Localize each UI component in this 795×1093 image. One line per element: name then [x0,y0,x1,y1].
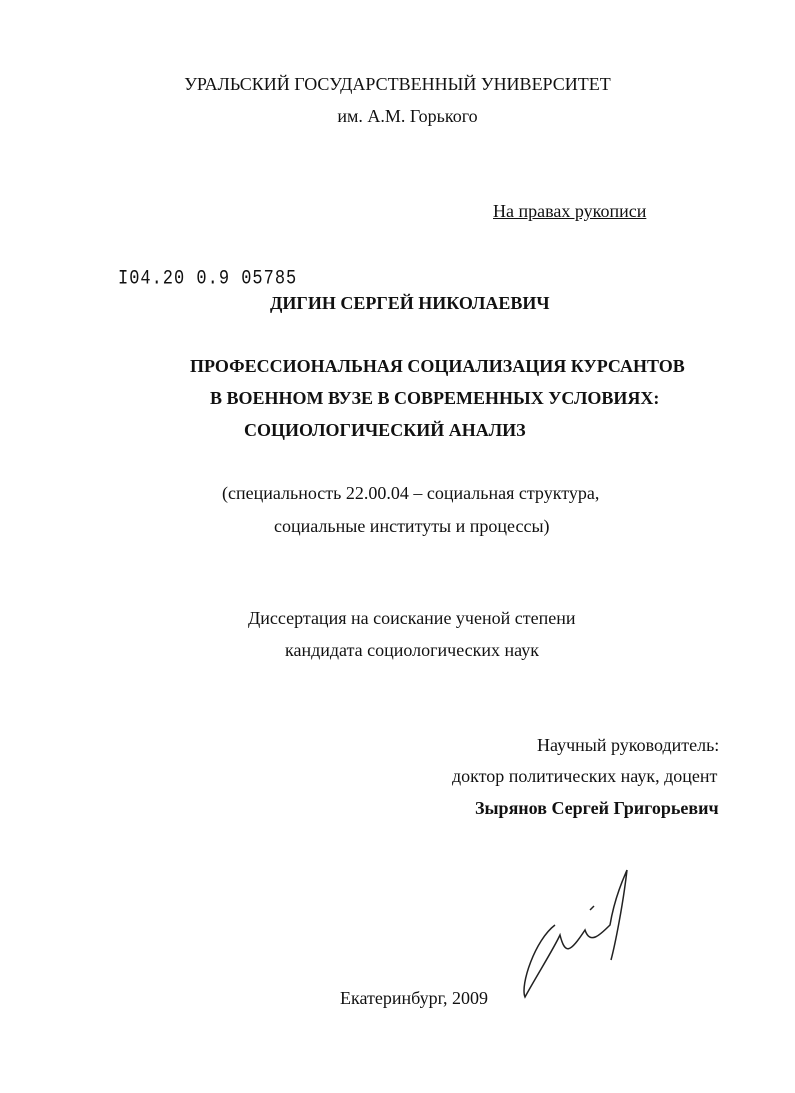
specialty-line-1: (специальность 22.00.04 – социальная структура, [222,483,600,503]
university-subtitle: им. А.М. Горького [337,106,478,126]
author-name: ДИГИН СЕРГЕЙ НИКОЛАЕВИЧ [270,293,550,313]
supervisor-name: Зырянов Сергей Григорьевич [475,798,719,818]
university-name: УРАЛЬСКИЙ ГОСУДАРСТВЕННЫЙ УНИВЕРСИТЕТ [184,74,611,94]
supervisor-label: Научный руководитель: [537,735,720,755]
title-line-2: В ВОЕННОМ ВУЗЕ В СОВРЕМЕННЫХ УСЛОВИЯХ: [210,388,660,408]
title-line-1: ПРОФЕССИОНАЛЬНАЯ СОЦИАЛИЗАЦИЯ КУРСАНТОВ [190,356,685,376]
degree-line-2: кандидата социологических наук [285,640,539,660]
city-year: Екатеринбург, 2009 [340,988,488,1008]
archive-stamp: I04.20 0.9 05785 [118,268,298,291]
supervisor-rank: доктор политических наук, доцент [452,766,718,786]
title-line-3: СОЦИОЛОГИЧЕСКИЙ АНАЛИЗ [244,420,526,440]
signature [515,865,635,1005]
rights-note: На правах рукописи [493,201,647,221]
specialty-line-2: социальные институты и процессы) [274,516,550,536]
degree-line-1: Диссертация на соискание ученой степени [248,608,576,628]
